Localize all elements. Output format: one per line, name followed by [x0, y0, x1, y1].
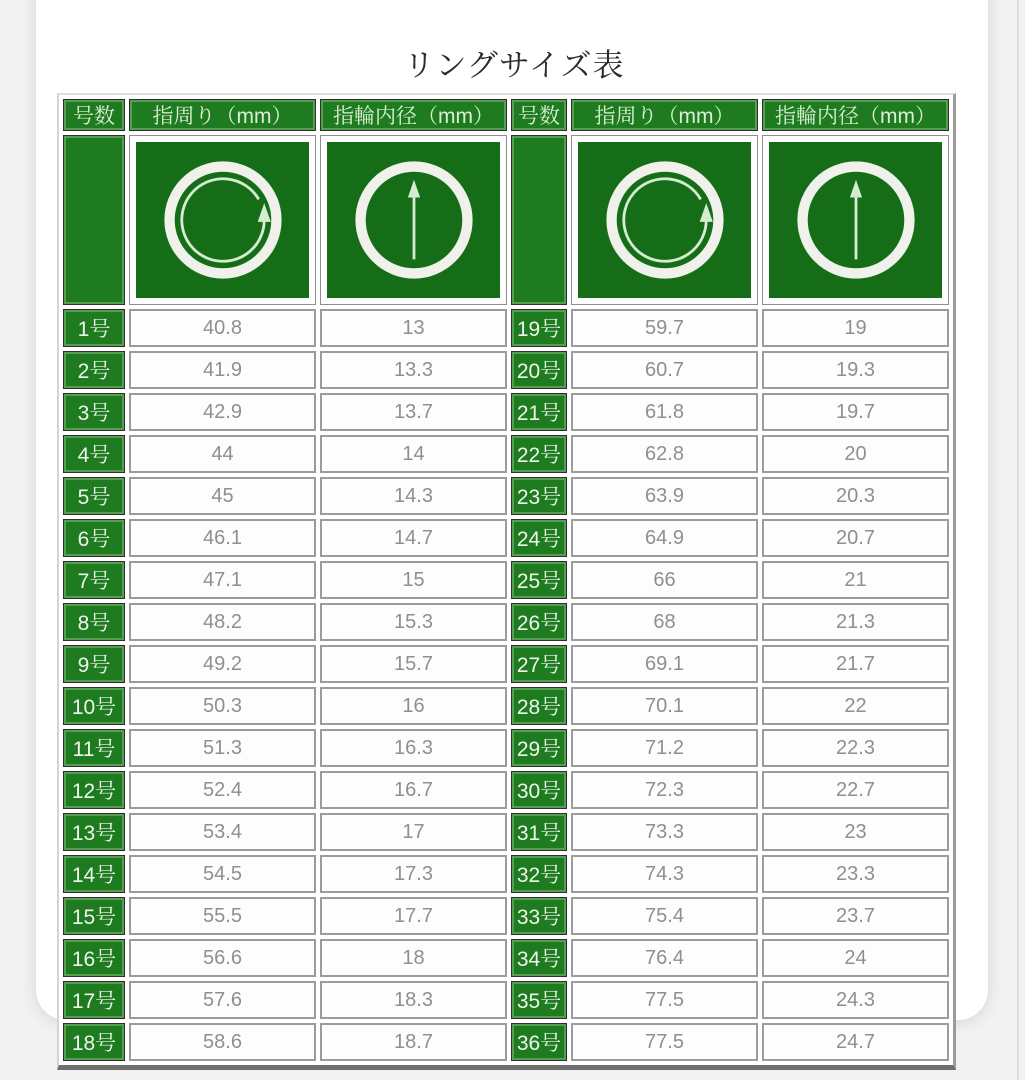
- table-row: [63, 477, 949, 515]
- inner-diameter-cell: 18: [320, 939, 507, 977]
- circumference-cell: 48.2: [129, 603, 316, 641]
- inner-diameter-cell: 16.7: [320, 771, 507, 809]
- table-row: [63, 603, 949, 641]
- size-cell: 10号: [63, 687, 125, 725]
- inner-diameter-cell: 21.7: [762, 645, 949, 683]
- circumference-cell: 46.1: [129, 519, 316, 557]
- size-cell: 7号: [63, 561, 125, 599]
- size-cell: 6号: [63, 519, 125, 557]
- size-cell: 30号: [511, 771, 567, 809]
- circumference-cell: 56.6: [129, 939, 316, 977]
- inner-diameter-cell: 20.7: [762, 519, 949, 557]
- right-edge-divider: [1017, 0, 1019, 1080]
- size-cell: 27号: [511, 645, 567, 683]
- size-cell: 16号: [63, 939, 125, 977]
- size-cell: 26号: [511, 603, 567, 641]
- col-header-diameter-right: 指輪内径（mm）: [762, 99, 949, 131]
- size-cell: 17号: [63, 981, 125, 1019]
- inner-diameter-cell: 14: [320, 435, 507, 473]
- table-row: [63, 309, 949, 347]
- circumference-cell: 76.4: [571, 939, 758, 977]
- col-header-size-left: 号数: [63, 99, 125, 131]
- inner-diameter-cell: 20.3: [762, 477, 949, 515]
- table-row: [63, 897, 949, 935]
- size-cell: 23号: [511, 477, 567, 515]
- circumference-cell: 54.5: [129, 855, 316, 893]
- size-cell: 19号: [511, 309, 567, 347]
- inner-diameter-cell: 17.7: [320, 897, 507, 935]
- circumference-cell: 63.9: [571, 477, 758, 515]
- inner-diameter-cell: 23.3: [762, 855, 949, 893]
- circumference-cell: 50.3: [129, 687, 316, 725]
- circumference-cell: 51.3: [129, 729, 316, 767]
- table-row: [63, 1023, 949, 1061]
- ring-circumference-icon: [136, 142, 309, 298]
- table-row: [63, 561, 949, 599]
- inner-diameter-cell: 22.3: [762, 729, 949, 767]
- size-cell: 32号: [511, 855, 567, 893]
- legend-diameter-left: [320, 135, 507, 305]
- table-row: [63, 351, 949, 389]
- table-row: [63, 771, 949, 809]
- circumference-cell: 72.3: [571, 771, 758, 809]
- size-cell: 35号: [511, 981, 567, 1019]
- circumference-cell: 53.4: [129, 813, 316, 851]
- circumference-cell: 59.7: [571, 309, 758, 347]
- size-cell: 1号: [63, 309, 125, 347]
- circumference-cell: 55.5: [129, 897, 316, 935]
- inner-diameter-cell: 21: [762, 561, 949, 599]
- size-cell: 29号: [511, 729, 567, 767]
- circumference-cell: 40.8: [129, 309, 316, 347]
- circumference-cell: 75.4: [571, 897, 758, 935]
- size-cell: 21号: [511, 393, 567, 431]
- size-cell: 25号: [511, 561, 567, 599]
- inner-diameter-cell: 24: [762, 939, 949, 977]
- circumference-cell: 77.5: [571, 981, 758, 1019]
- size-cell: 14号: [63, 855, 125, 893]
- table-row: [63, 645, 949, 683]
- ring-diameter-icon: [769, 142, 942, 298]
- circumference-cell: 73.3: [571, 813, 758, 851]
- ring-size-table: [57, 93, 956, 1070]
- inner-diameter-cell: 21.3: [762, 603, 949, 641]
- table-row: [63, 855, 949, 893]
- inner-diameter-cell: 17.3: [320, 855, 507, 893]
- circumference-cell: 41.9: [129, 351, 316, 389]
- legend-spacer-right: [511, 135, 567, 305]
- inner-diameter-cell: 20: [762, 435, 949, 473]
- circumference-cell: 45: [129, 477, 316, 515]
- size-cell: 18号: [63, 1023, 125, 1061]
- legend-spacer-left: [63, 135, 125, 305]
- size-cell: 5号: [63, 477, 125, 515]
- circumference-cell: 66: [571, 561, 758, 599]
- size-cell: 8号: [63, 603, 125, 641]
- circumference-cell: 77.5: [571, 1023, 758, 1061]
- inner-diameter-cell: 14.3: [320, 477, 507, 515]
- inner-diameter-cell: 19.7: [762, 393, 949, 431]
- inner-diameter-cell: 18.7: [320, 1023, 507, 1061]
- table-row: [63, 435, 949, 473]
- circumference-cell: 49.2: [129, 645, 316, 683]
- ring-diameter-icon: [327, 142, 500, 298]
- inner-diameter-cell: 14.7: [320, 519, 507, 557]
- inner-diameter-cell: 17: [320, 813, 507, 851]
- inner-diameter-cell: 22: [762, 687, 949, 725]
- table-row: [63, 519, 949, 557]
- size-cell: 11号: [63, 729, 125, 767]
- circumference-cell: 44: [129, 435, 316, 473]
- ring-circumference-icon: [578, 142, 751, 298]
- inner-diameter-cell: 15.7: [320, 645, 507, 683]
- size-cell: 28号: [511, 687, 567, 725]
- inner-diameter-cell: 18.3: [320, 981, 507, 1019]
- col-header-size-right: 号数: [511, 99, 567, 131]
- circumference-cell: 71.2: [571, 729, 758, 767]
- size-cell: 24号: [511, 519, 567, 557]
- table-row: [63, 729, 949, 767]
- col-header-circumference-right: 指周り（mm）: [571, 99, 758, 131]
- table-row: [63, 939, 949, 977]
- circumference-cell: 62.8: [571, 435, 758, 473]
- legend-circumference-left: [129, 135, 316, 305]
- circumference-cell: 69.1: [571, 645, 758, 683]
- size-cell: 31号: [511, 813, 567, 851]
- inner-diameter-cell: 15: [320, 561, 507, 599]
- inner-diameter-cell: 22.7: [762, 771, 949, 809]
- inner-diameter-cell: 23.7: [762, 897, 949, 935]
- col-header-circumference-left: 指周り（mm）: [129, 99, 316, 131]
- size-cell: 20号: [511, 351, 567, 389]
- size-cell: 13号: [63, 813, 125, 851]
- circumference-cell: 64.9: [571, 519, 758, 557]
- inner-diameter-cell: 13.3: [320, 351, 507, 389]
- size-cell: 22号: [511, 435, 567, 473]
- inner-diameter-cell: 15.3: [320, 603, 507, 641]
- size-cell: 34号: [511, 939, 567, 977]
- inner-diameter-cell: 19.3: [762, 351, 949, 389]
- size-cell: 3号: [63, 393, 125, 431]
- circumference-cell: 74.3: [571, 855, 758, 893]
- size-cell: 4号: [63, 435, 125, 473]
- size-cell: 33号: [511, 897, 567, 935]
- inner-diameter-cell: 13.7: [320, 393, 507, 431]
- circumference-cell: 58.6: [129, 1023, 316, 1061]
- circumference-cell: 42.9: [129, 393, 316, 431]
- table-row: [63, 393, 949, 431]
- inner-diameter-cell: 16.3: [320, 729, 507, 767]
- inner-diameter-cell: 24.7: [762, 1023, 949, 1061]
- page-title: リングサイズ表: [403, 48, 625, 83]
- legend-diameter-right: [762, 135, 949, 305]
- size-cell: 36号: [511, 1023, 567, 1061]
- size-cell: 9号: [63, 645, 125, 683]
- legend-circumference-right: [571, 135, 758, 305]
- table-row: [63, 813, 949, 851]
- circumference-cell: 52.4: [129, 771, 316, 809]
- circumference-cell: 47.1: [129, 561, 316, 599]
- inner-diameter-cell: 19: [762, 309, 949, 347]
- inner-diameter-cell: 16: [320, 687, 507, 725]
- circumference-cell: 61.8: [571, 393, 758, 431]
- table-row: [63, 981, 949, 1019]
- table-row: [63, 687, 949, 725]
- size-cell: 2号: [63, 351, 125, 389]
- circumference-cell: 57.6: [129, 981, 316, 1019]
- circumference-cell: 70.1: [571, 687, 758, 725]
- header-row: [63, 99, 949, 131]
- inner-diameter-cell: 24.3: [762, 981, 949, 1019]
- size-cell: 12号: [63, 771, 125, 809]
- inner-diameter-cell: 23: [762, 813, 949, 851]
- inner-diameter-cell: 13: [320, 309, 507, 347]
- size-cell: 15号: [63, 897, 125, 935]
- circumference-cell: 60.7: [571, 351, 758, 389]
- legend-image-row: [63, 135, 949, 305]
- circumference-cell: 68: [571, 603, 758, 641]
- col-header-diameter-left: 指輪内径（mm）: [320, 99, 507, 131]
